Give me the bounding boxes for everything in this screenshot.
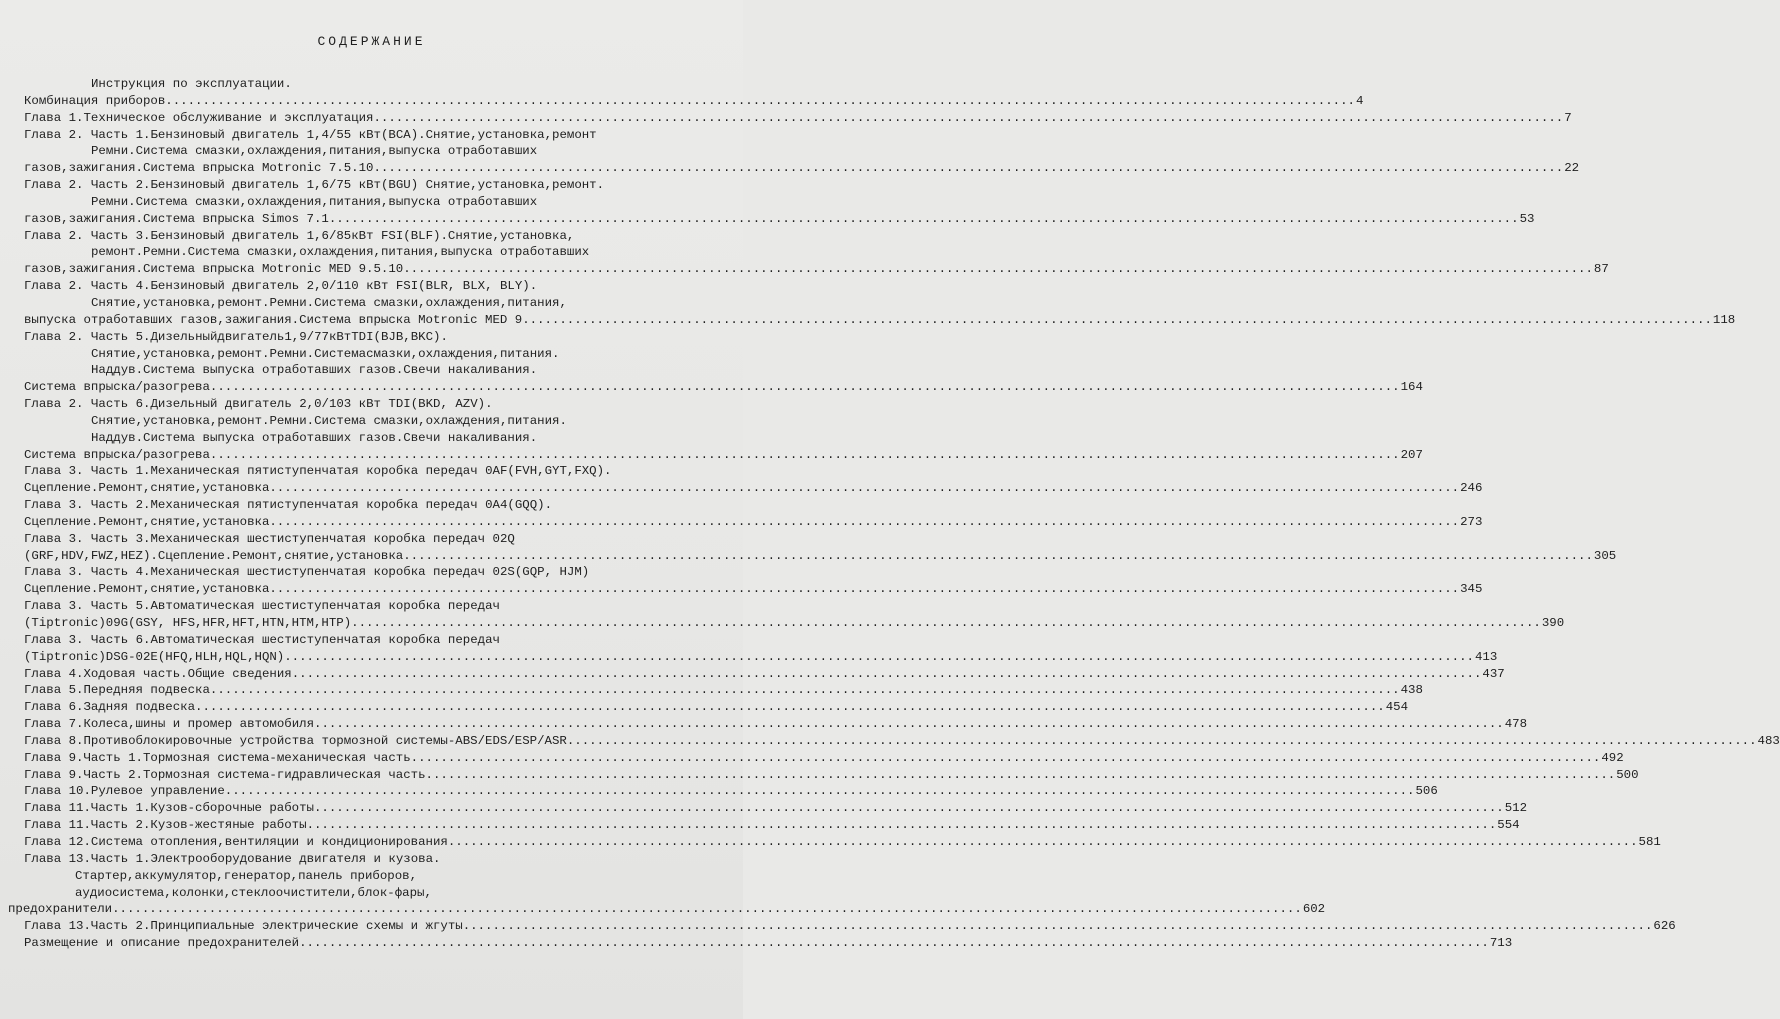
dot-leader bbox=[522, 312, 1712, 329]
page-number: 713 bbox=[1489, 936, 1513, 951]
dot-leader bbox=[403, 261, 1593, 278]
chapter-label: Глава 3. bbox=[24, 464, 84, 479]
toc-line bbox=[24, 261, 1609, 278]
toc-line bbox=[24, 514, 1483, 531]
chapter-label: Глава 2. bbox=[24, 279, 84, 294]
dot-leader bbox=[426, 767, 1616, 784]
chapter-label: Глава 4. bbox=[24, 666, 84, 681]
toc-text: газов,зажигания.Система впрыска Motronic 7.5.10 bbox=[24, 161, 374, 176]
toc-line bbox=[24, 463, 708, 480]
toc-text: Ремни.Система смазки,охлаждения,питания,выпуска отработавших bbox=[91, 194, 538, 209]
toc-text: выпуска отработавших газов,зажигания.Система впрыска Motronic MED 9 bbox=[24, 312, 523, 327]
toc-text: Снятие,установка,ремонт.Ремни.Системасмазки,охлаждения,питания. bbox=[91, 346, 560, 361]
dot-leader bbox=[292, 666, 1482, 683]
toc-line bbox=[24, 177, 708, 194]
dot-leader bbox=[567, 733, 1757, 750]
toc-line bbox=[24, 329, 708, 346]
page-number: 554 bbox=[1497, 818, 1520, 833]
page-number: 626 bbox=[1653, 919, 1676, 934]
page-number: 581 bbox=[1638, 834, 1661, 849]
page-number: 437 bbox=[1482, 666, 1505, 681]
toc-text: Часть 1.Механическая пятиступенчатая коробка передач 0AF(FVH,GYT,FXQ). bbox=[91, 464, 612, 479]
page-number: 53 bbox=[1519, 211, 1535, 226]
chapter-label: Глава 5. bbox=[24, 683, 84, 698]
toc-text: Ходовая часть.Общие сведения bbox=[83, 666, 292, 681]
page-number: 483 bbox=[1757, 733, 1780, 748]
toc-text: Часть 3.Механическая шестиступенчатая коробка передач 02Q bbox=[91, 531, 515, 546]
toc-text: Система впрыска/разогрева bbox=[24, 380, 210, 395]
toc-line bbox=[24, 312, 1736, 329]
toc-line bbox=[24, 851, 708, 868]
chapter-label: Глава 10. bbox=[24, 784, 91, 799]
page-number: 118 bbox=[1712, 312, 1736, 327]
toc-text: предохранители bbox=[8, 902, 113, 917]
toc-text: Часть 1.Кузов-сборочные работы bbox=[90, 801, 314, 816]
chapter-label: Глава 2. bbox=[24, 228, 84, 243]
dot-leader bbox=[225, 783, 1415, 800]
table-of-contents bbox=[8, 76, 1780, 952]
toc-text: Передняя подвеска bbox=[83, 683, 210, 698]
toc-text: Наддув.Система выпуска отработавших газов.Свечи накаливания. bbox=[91, 430, 538, 445]
toc-text: Колеса,шины и промер автомобиля bbox=[83, 717, 315, 732]
dot-leader bbox=[411, 750, 1601, 767]
toc-line bbox=[24, 531, 708, 548]
dot-leader bbox=[195, 699, 1385, 716]
toc-line bbox=[24, 413, 708, 430]
page-number: 305 bbox=[1593, 548, 1617, 563]
toc-line bbox=[24, 497, 708, 514]
toc-text: ремонт.Ремни.Система смазки,охлаждения,питания,выпуска отработавших bbox=[91, 245, 590, 260]
toc-line bbox=[24, 885, 708, 902]
toc-line bbox=[24, 346, 708, 363]
chapter-label: Глава 11. bbox=[24, 801, 91, 816]
chapter-label: Глава 7. bbox=[24, 717, 84, 732]
page-number: 207 bbox=[1400, 447, 1423, 462]
toc-text: Часть 1.Тормозная система-механическая часть bbox=[83, 750, 411, 765]
chapter-label: Глава 3. bbox=[24, 599, 84, 614]
toc-text: Снятие,установка,ремонт.Ремни.Система смазки,охлаждения,питания, bbox=[91, 295, 567, 310]
toc-line bbox=[24, 800, 1528, 817]
dot-leader bbox=[351, 615, 1541, 632]
toc-line bbox=[24, 767, 1639, 784]
toc-text: (Tiptronic)DSG-02E(HFQ,HLH,HQL,HQN) bbox=[24, 649, 285, 664]
dot-leader bbox=[269, 581, 1459, 598]
toc-text: Система отопления,вентиляции и кондиционирования bbox=[90, 834, 448, 849]
page-number: 500 bbox=[1616, 767, 1639, 782]
toc-line bbox=[24, 564, 708, 581]
toc-line bbox=[24, 581, 1483, 598]
toc-text: Система впрыска/разогрева bbox=[24, 447, 210, 462]
dot-leader bbox=[112, 901, 1302, 918]
toc-text: Наддув.Система выпуска отработавших газов.Свечи накаливания. bbox=[91, 363, 538, 378]
page-number: 602 bbox=[1302, 902, 1326, 917]
dot-leader bbox=[269, 480, 1459, 497]
dot-leader bbox=[314, 716, 1504, 733]
chapter-label: Глава 1. bbox=[24, 110, 84, 125]
chapter-label: Глава 3. bbox=[24, 632, 84, 647]
dot-leader bbox=[463, 918, 1653, 935]
toc-text: Часть 2.Тормозная система-гидравлическая часть bbox=[83, 767, 426, 782]
toc-line bbox=[24, 211, 1535, 228]
toc-line bbox=[24, 278, 708, 295]
toc-text: Часть 4.Механическая шестиступенчатая коробка передач 02S(GQP, HJM) bbox=[91, 565, 590, 580]
dot-leader bbox=[165, 93, 1355, 110]
toc-text: Часть 5.Автоматическая шестиступенчатая коробка передач bbox=[91, 599, 500, 614]
toc-line bbox=[24, 682, 1423, 699]
page-number: 273 bbox=[1460, 514, 1483, 529]
toc-text: Снятие,установка,ремонт.Ремни.Система смазки,охлаждения,питания. bbox=[91, 413, 567, 428]
toc-line bbox=[24, 548, 1617, 565]
dot-leader bbox=[329, 211, 1519, 228]
page-number: 4 bbox=[1355, 93, 1364, 108]
chapter-label: Глава 9. bbox=[24, 767, 84, 782]
toc-text: Часть 2.Бензиновый двигатель 1,6/75 кВт(BGU) Снятие,установка,ремонт. bbox=[91, 178, 605, 193]
toc-line bbox=[24, 750, 1624, 767]
toc-line bbox=[24, 160, 1580, 177]
toc-text: Часть 6.Автоматическая шестиступенчатая коробка передач bbox=[91, 632, 500, 647]
toc-text: Часть 4.Бензиновый двигатель 2,0/110 кВт FSI(BLR, BLX, BLY). bbox=[91, 279, 538, 294]
toc-line bbox=[24, 868, 708, 885]
toc-line bbox=[24, 480, 1483, 497]
toc-line bbox=[24, 93, 1364, 110]
dot-leader bbox=[373, 160, 1563, 177]
page-number: 345 bbox=[1460, 582, 1483, 597]
toc-text: Сцепление.Ремонт,снятие,установка bbox=[24, 582, 270, 597]
chapter-label: Глава 3. bbox=[24, 531, 84, 546]
dot-leader bbox=[210, 447, 1400, 464]
toc-line bbox=[24, 379, 1423, 396]
page-number: 492 bbox=[1601, 750, 1624, 765]
chapter-label: Глава 3. bbox=[24, 498, 84, 513]
toc-text: (GRF,HDV,FWZ,HEZ).Сцепление.Ремонт,снятие,установка bbox=[24, 548, 404, 563]
toc-line bbox=[24, 295, 708, 312]
dot-leader bbox=[210, 379, 1400, 396]
toc-text: (Tiptronic)09G(GSY, HFS,HFR,HFT,HTN,HTM,HTP) bbox=[24, 616, 352, 630]
chapter-label: Глава 2. bbox=[24, 178, 84, 193]
toc-text: газов,зажигания.Система впрыска Motronic MED 9.5.10 bbox=[24, 262, 404, 277]
dot-leader bbox=[210, 682, 1400, 699]
chapter-label: Глава 13. bbox=[24, 851, 91, 866]
toc-text: Часть 1.Электрооборудование двигателя и кузова. bbox=[91, 851, 441, 866]
toc-line bbox=[24, 244, 708, 261]
toc-line bbox=[24, 918, 1676, 935]
page-number: 512 bbox=[1504, 801, 1528, 816]
toc-text: Часть 6.Дизельный двигатель 2,0/103 кВт TDI(BKD, AZV). bbox=[91, 397, 493, 412]
chapter-label: Глава 8. bbox=[24, 733, 84, 748]
toc-text: Рулевое управление bbox=[90, 784, 225, 799]
dot-leader bbox=[284, 649, 1474, 666]
toc-line bbox=[24, 430, 708, 447]
toc-line bbox=[24, 817, 1520, 834]
toc-line bbox=[24, 447, 1423, 464]
dot-leader bbox=[307, 817, 1497, 834]
dot-leader bbox=[269, 514, 1459, 531]
toc-text: Сцепление.Ремонт,снятие,установка bbox=[24, 514, 270, 529]
toc-text: Стартер,аккумулятор,генератор,панель приборов, bbox=[75, 868, 418, 883]
toc-line bbox=[24, 110, 1572, 127]
dot-leader bbox=[299, 935, 1489, 952]
toc-line bbox=[24, 935, 1513, 952]
toc-line bbox=[24, 632, 708, 649]
page-number: 246 bbox=[1460, 481, 1483, 496]
toc-line bbox=[24, 127, 708, 144]
page-number: 390 bbox=[1541, 616, 1565, 630]
page-number: 438 bbox=[1400, 683, 1423, 698]
toc-text: Инструкция по эксплуатации. bbox=[91, 77, 292, 91]
dot-leader bbox=[403, 548, 1593, 565]
chapter-label: Глава 2. bbox=[24, 329, 84, 344]
toc-text: Размещение и описание предохранителей bbox=[24, 936, 300, 951]
dot-leader bbox=[314, 800, 1504, 817]
chapter-label: Глава 11. bbox=[24, 818, 91, 833]
toc-line bbox=[24, 396, 708, 413]
toc-line bbox=[24, 615, 1565, 632]
chapter-label: Глава 9. bbox=[24, 750, 84, 765]
toc-line bbox=[24, 699, 1409, 716]
toc-text: Противоблокировочные устройства тормозной системы-ABS/EDS/ESP/ASR bbox=[83, 733, 567, 748]
toc-text: аудиосистема,колонки,стеклоочистители,блок-фары, bbox=[75, 885, 432, 900]
chapter-label: Глава 13. bbox=[24, 919, 91, 934]
toc-line bbox=[24, 834, 1661, 851]
chapter-label: Глава 2. bbox=[24, 397, 84, 412]
toc-line bbox=[24, 733, 1780, 750]
toc-text: Комбинация приборов bbox=[24, 93, 166, 108]
page-number: 506 bbox=[1415, 784, 1438, 799]
page-number: 164 bbox=[1400, 380, 1423, 395]
toc-line bbox=[24, 143, 708, 160]
chapter-label: Глава 2. bbox=[24, 127, 84, 142]
toc-line bbox=[8, 901, 1326, 918]
toc-line bbox=[24, 362, 708, 379]
toc-line bbox=[24, 194, 708, 211]
page-number: 454 bbox=[1385, 700, 1409, 715]
toc-line bbox=[24, 228, 708, 245]
chapter-label: Глава 12. bbox=[24, 834, 91, 849]
toc-line bbox=[24, 783, 1438, 800]
toc-text: Ремни.Система смазки,охлаждения,питания,выпуска отработавших bbox=[91, 144, 538, 159]
dot-leader bbox=[374, 110, 1564, 127]
toc-line bbox=[24, 598, 708, 615]
toc-text: Часть 2.Принципиальные электрические схемы и жгуты bbox=[90, 919, 463, 934]
toc-text: Техническое обслуживание и эксплуатация bbox=[83, 110, 374, 125]
page-number: 22 bbox=[1564, 161, 1580, 176]
toc-line bbox=[24, 666, 1505, 683]
toc-text: Часть 2.Кузов-жестяные работы bbox=[90, 818, 307, 833]
chapter-label: Глава 6. bbox=[24, 700, 84, 715]
toc-line bbox=[24, 76, 708, 93]
page-number: 413 bbox=[1474, 649, 1498, 664]
toc-text: Часть 3.Бензиновый двигатель 1,6/85кВт FSI(BLF).Снятие,установка, bbox=[91, 228, 575, 243]
toc-line bbox=[24, 649, 1498, 666]
toc-text: Сцепление.Ремонт,снятие,установка bbox=[24, 481, 270, 496]
toc-text: Задняя подвеска bbox=[83, 700, 196, 715]
toc-text: Часть 5.Дизельныйдвигатель1,9/77кВтTDI(BJB,BKC). bbox=[91, 329, 448, 344]
page-number: 87 bbox=[1593, 262, 1609, 277]
toc-line bbox=[24, 716, 1528, 733]
page-title: СОДЕРЖАНИЕ bbox=[317, 34, 426, 49]
toc-text: Часть 2.Механическая пятиступенчатая коробка передач 0A4(GQQ). bbox=[91, 498, 553, 513]
toc-text: газов,зажигания.Система впрыска Simos 7.1 bbox=[24, 211, 329, 226]
chapter-label: Глава 3. bbox=[24, 565, 84, 580]
page-number: 7 bbox=[1564, 110, 1572, 125]
toc-text: Часть 1.Бензиновый двигатель 1,4/55 кВт(ВСА).Снятие,установка,ремонт bbox=[91, 127, 597, 142]
dot-leader bbox=[448, 834, 1638, 851]
page-number: 478 bbox=[1504, 717, 1528, 732]
